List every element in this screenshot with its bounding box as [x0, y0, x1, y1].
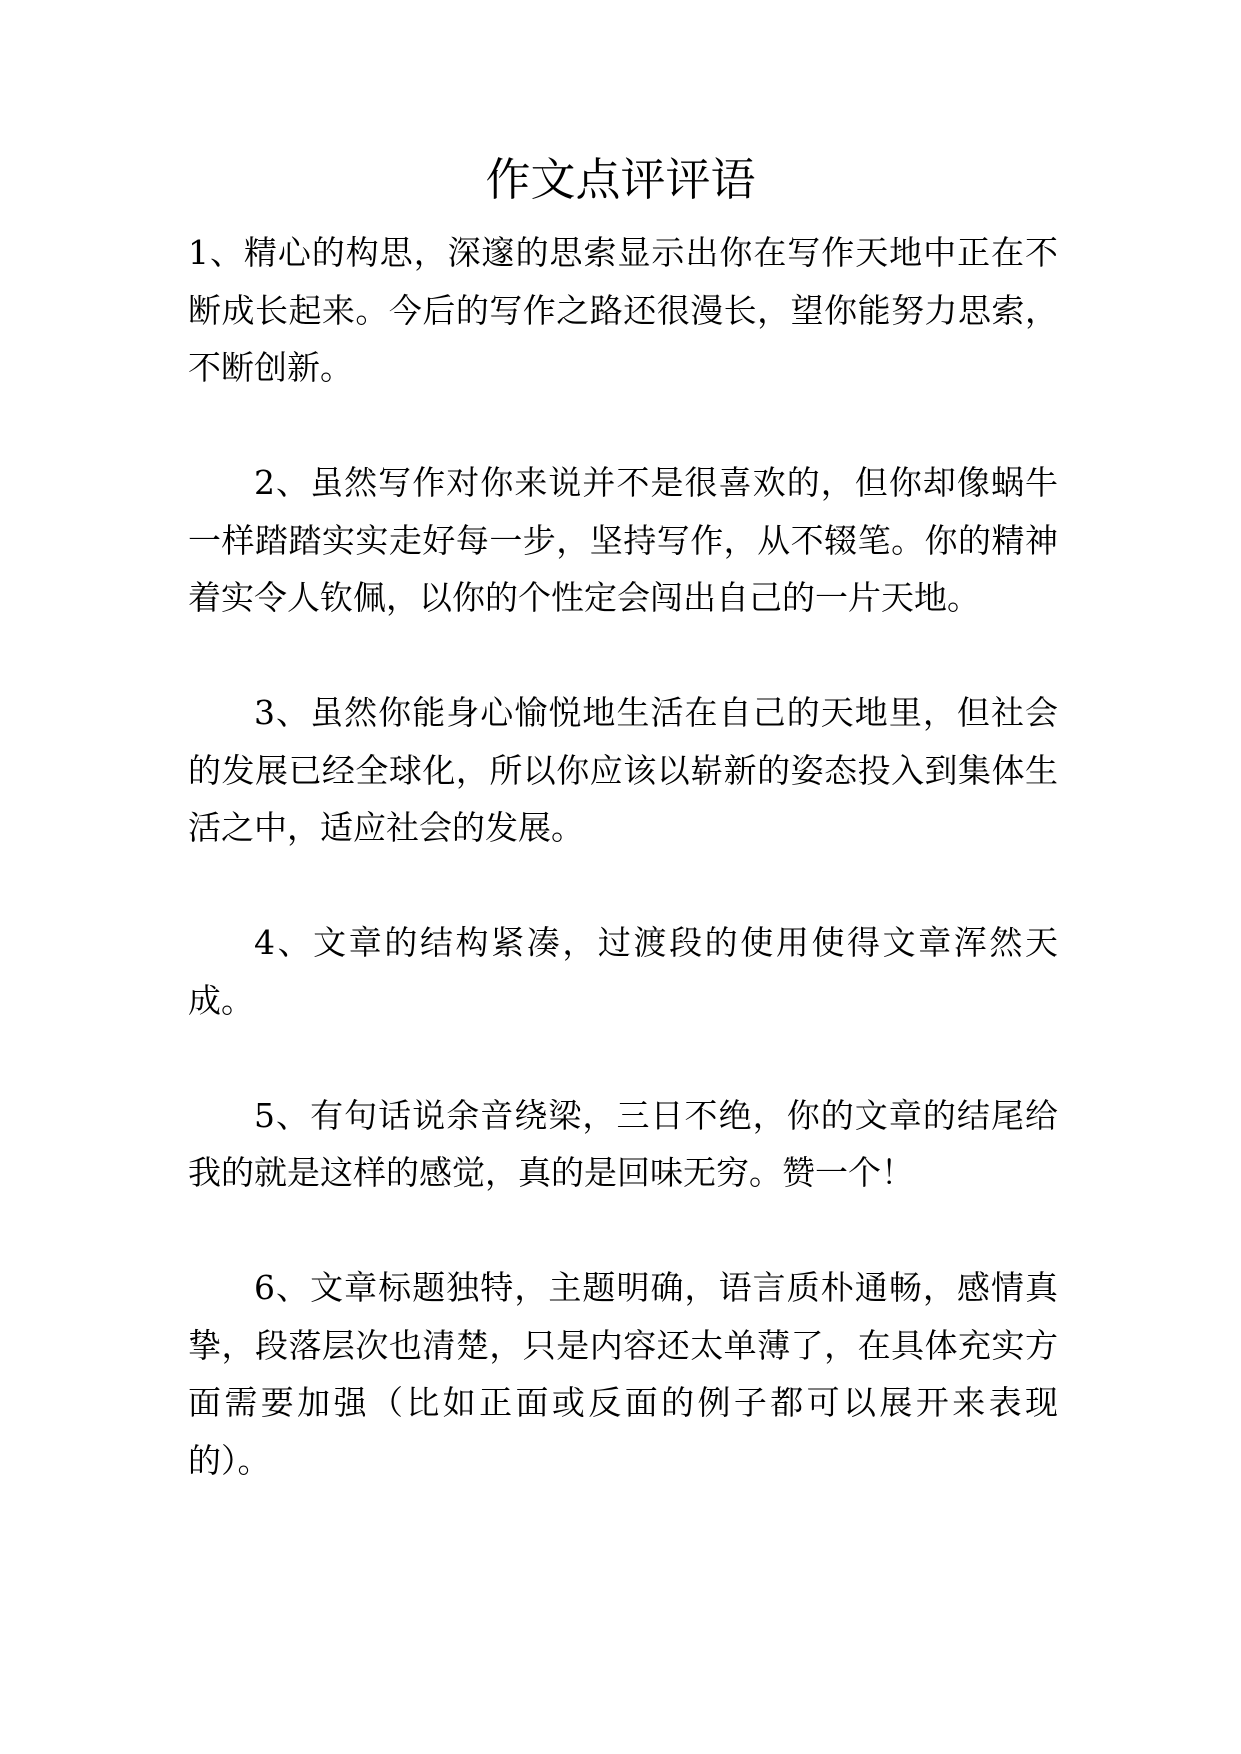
comment-paragraph-4: 4、文章的结构紧凑，过渡段的使用使得文章浑然天成。	[188, 923, 1058, 1020]
document-body	[188, 224, 1058, 1489]
comment-paragraph-2: 2、虽然写作对你来说并不是很喜欢的，但你却像蜗牛一样踏踏实实走好每一步，坚持写作，从不辍笔。你的精神着实令人钦佩，以你的个性定会闯出自己的一片天地。	[188, 463, 1058, 617]
comment-paragraph-1: 1、精心的构思，深邃的思索显示出你在写作天地中正在不断成长起来。今后的写作之路还很漫长，望你能努力思索，不断创新。	[188, 233, 1058, 387]
comment-paragraph-5: 5、有句话说余音绕梁，三日不绝，你的文章的结尾给我的就是这样的感觉，真的是回味无穷。赞一个！	[188, 1095, 1058, 1192]
comment-paragraph-6: 6、文章标题独特，主题明确，语言质朴通畅，感情真挚，段落层次也清楚，只是内容还太单薄了，在具体充实方面需要加强（比如正面或反面的例子都可以展开来表现的）。	[188, 1268, 1058, 1480]
document-title: 作文点评评语	[485, 153, 756, 206]
comment-paragraph-3: 3、虽然你能身心愉悦地生活在自己的天地里，但社会的发展已经全球化，所以你应该以崭新的姿态投入到集体生活之中，适应社会的发展。	[188, 693, 1058, 847]
